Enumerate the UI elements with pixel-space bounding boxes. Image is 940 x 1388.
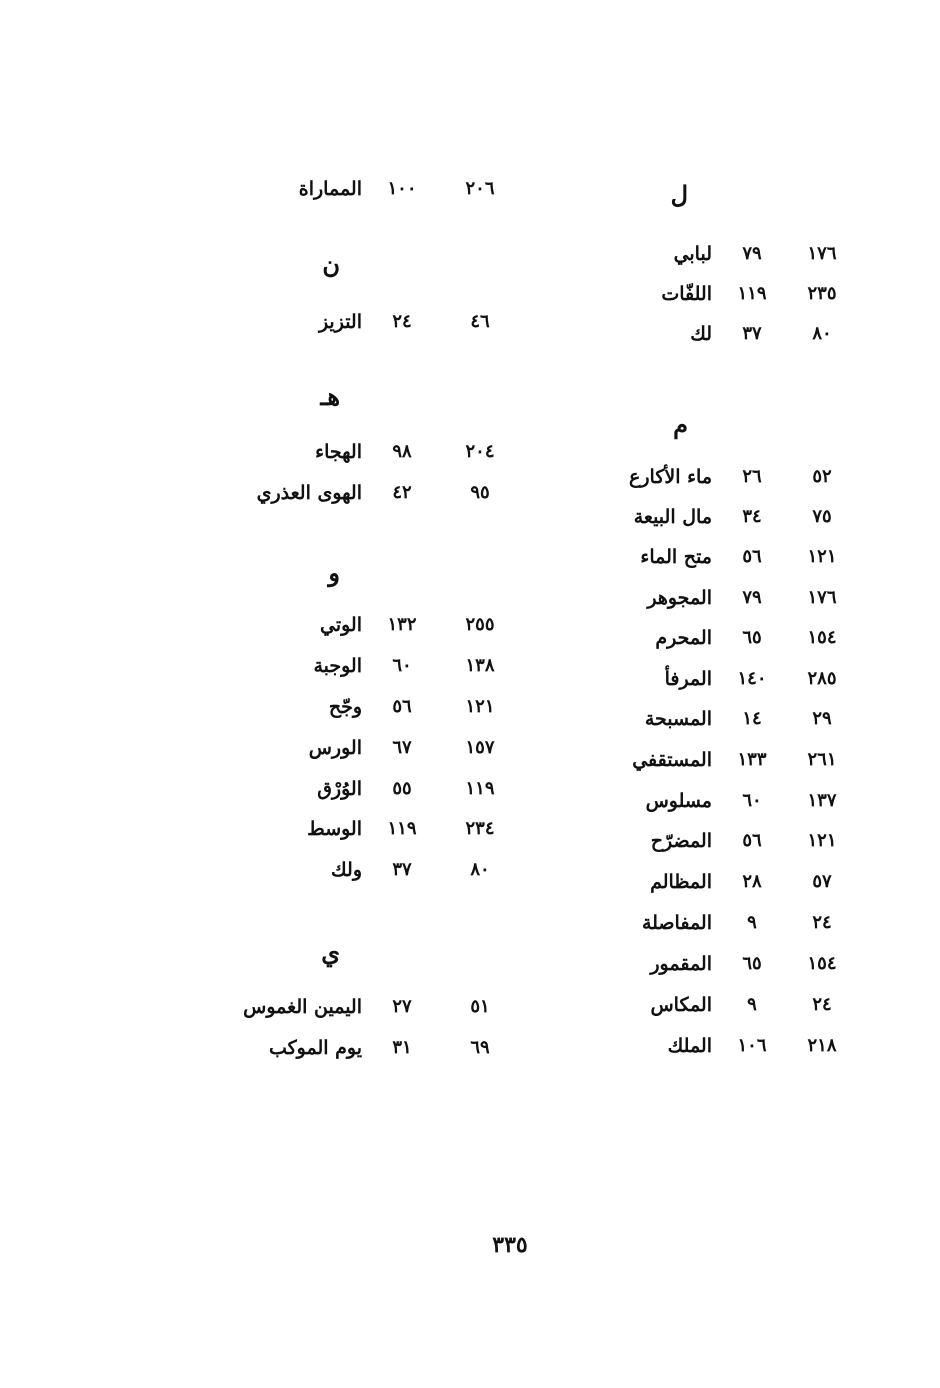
page-reference: ١٣٨ xyxy=(465,655,495,676)
rhyme-word: ولك xyxy=(331,859,362,881)
section-letter: و xyxy=(328,558,340,587)
page-reference: ٢٩ xyxy=(812,708,832,729)
rhyme-word: المفاصلة xyxy=(641,912,712,934)
poem-number: ١٠٦ xyxy=(737,1035,767,1056)
poem-number: ٧٩ xyxy=(742,243,762,264)
rhyme-word: المستقفي xyxy=(632,749,712,771)
index-entry xyxy=(240,311,510,347)
index-entry xyxy=(600,506,860,542)
index-entry xyxy=(600,283,860,319)
poem-number: ٥٦ xyxy=(392,696,412,717)
rhyme-word: المرفأ xyxy=(664,668,712,690)
section-letter: ي xyxy=(321,938,340,967)
poem-number: ٢٧ xyxy=(392,996,412,1017)
poem-number: ٣١ xyxy=(392,1037,412,1058)
index-entry xyxy=(240,441,510,477)
poem-number: ٦٧ xyxy=(392,737,412,758)
page-reference: ٢٤ xyxy=(812,912,832,933)
section-heading-ya xyxy=(240,938,510,974)
page-reference: ١٢١ xyxy=(465,696,495,717)
section-heading-mim xyxy=(600,410,860,446)
rhyme-word: مسلوس xyxy=(645,790,712,812)
poem-number: ٢٤ xyxy=(392,311,412,332)
index-entry xyxy=(240,859,510,895)
poem-number: ١٤٠ xyxy=(737,668,767,689)
page-reference: ٨٠ xyxy=(812,323,832,344)
page-reference: ١٢١ xyxy=(807,830,837,851)
index-entry xyxy=(240,178,510,214)
index-entry xyxy=(600,912,860,948)
rhyme-word: المكاس xyxy=(650,994,712,1016)
index-entry xyxy=(600,668,860,704)
poem-number: ٩٨ xyxy=(392,441,412,462)
section-letter: ن xyxy=(322,250,340,279)
page-reference: ٨٠ xyxy=(470,859,490,880)
page-reference: ١٧٦ xyxy=(807,587,837,608)
page-reference: ١٣٧ xyxy=(807,790,837,811)
index-entry xyxy=(600,708,860,744)
page-reference: ١٥٧ xyxy=(465,737,495,758)
index-entry xyxy=(240,996,510,1032)
page-reference: ١٧٦ xyxy=(807,243,837,264)
section-heading-nun xyxy=(240,250,510,286)
poem-number: ٦٥ xyxy=(742,627,762,648)
page-reference: ٢٣٥ xyxy=(807,283,837,304)
page-reference: ٢١٨ xyxy=(807,1035,837,1056)
rhyme-word: المحرم xyxy=(655,627,712,649)
index-entry xyxy=(240,737,510,773)
section-heading-waw xyxy=(240,558,510,594)
rhyme-word: المماراة xyxy=(298,178,362,200)
index-entry xyxy=(600,627,860,663)
index-entry xyxy=(600,243,860,279)
rhyme-word: المقمور xyxy=(650,953,712,975)
rhyme-word: يوم الموكب xyxy=(268,1037,362,1059)
page-reference: ١٢١ xyxy=(807,546,837,567)
rhyme-word: مال البيعة xyxy=(633,506,712,528)
poem-number: ٩ xyxy=(747,912,757,933)
page-reference: ٥٢ xyxy=(812,466,832,487)
poem-number: ٥٦ xyxy=(742,546,762,567)
poem-number: ١٤ xyxy=(742,708,762,729)
rhyme-word: الورس xyxy=(308,737,362,759)
poem-number: ١١٩ xyxy=(387,818,417,839)
index-entry xyxy=(240,614,510,650)
poem-number: ١٣٣ xyxy=(737,749,767,770)
page-reference: ٢٠٤ xyxy=(465,441,495,462)
poem-number: ٣٧ xyxy=(392,859,412,880)
rhyme-word: وجّح xyxy=(328,696,362,718)
page-reference: ٩٥ xyxy=(470,482,490,503)
poem-number: ٦٠ xyxy=(392,655,412,676)
page-reference: ٢٦١ xyxy=(807,749,837,770)
index-entry xyxy=(600,994,860,1030)
rhyme-word: المضرّح xyxy=(650,830,712,852)
index-entry xyxy=(600,830,860,866)
rhyme-word: التزيز xyxy=(318,311,362,333)
page-number: ٣٣٥ xyxy=(492,1232,528,1258)
page-reference: ٢٥٥ xyxy=(465,614,495,635)
page-reference: ١٥٤ xyxy=(807,627,837,648)
index-entry xyxy=(600,749,860,785)
poem-number: ٢٦ xyxy=(742,466,762,487)
section-letter: هـ xyxy=(320,382,340,411)
index-entry xyxy=(600,466,860,502)
poem-number: ٦٠ xyxy=(742,790,762,811)
rhyme-word: لبابي xyxy=(673,243,712,265)
poem-number: ١١٩ xyxy=(737,283,767,304)
poem-number: ١٠٠ xyxy=(387,178,417,199)
page-reference: ٢٨٥ xyxy=(807,668,837,689)
page-reference: ٧٥ xyxy=(812,506,832,527)
poem-number: ٣٧ xyxy=(742,323,762,344)
section-heading-lam xyxy=(600,180,860,216)
page-reference: ٢٤ xyxy=(812,994,832,1015)
section-letter: ل xyxy=(670,180,688,209)
section-heading-ha xyxy=(240,382,510,418)
rhyme-word: الوتي xyxy=(319,614,362,636)
page-reference: ٦٩ xyxy=(470,1037,490,1058)
poem-number: ٣٤ xyxy=(742,506,762,527)
index-entry xyxy=(240,696,510,732)
index-entry xyxy=(240,655,510,691)
page-reference: ١١٩ xyxy=(465,778,495,799)
page-reference: ٥٧ xyxy=(812,871,832,892)
page-reference: ٤٦ xyxy=(470,311,490,332)
poem-number: ٢٨ xyxy=(742,871,762,892)
rhyme-word: الوُرْق xyxy=(317,778,362,800)
rhyme-word: الهوى العذري xyxy=(256,482,362,504)
poem-number: ٥٥ xyxy=(392,778,412,799)
index-entry xyxy=(240,482,510,518)
rhyme-word: متح الماء xyxy=(640,546,712,568)
index-entry xyxy=(240,778,510,814)
rhyme-word: ماء الأكارع xyxy=(629,466,712,488)
poem-number: ٧٩ xyxy=(742,587,762,608)
poem-number: ٤٢ xyxy=(392,482,412,503)
poem-number: ٩ xyxy=(747,994,757,1015)
rhyme-word: الوجبة xyxy=(313,655,362,677)
index-entry xyxy=(240,818,510,854)
poem-number: ٦٥ xyxy=(742,953,762,974)
index-entry xyxy=(600,323,860,359)
rhyme-word: المظالم xyxy=(650,871,712,893)
rhyme-word: الهجاء xyxy=(315,441,362,463)
index-entry xyxy=(600,790,860,826)
rhyme-word: الوسط xyxy=(307,818,362,840)
index-entry xyxy=(600,587,860,623)
page-reference: ٢٣٤ xyxy=(465,818,495,839)
index-entry xyxy=(600,871,860,907)
rhyme-word: المسبحة xyxy=(644,708,712,730)
index-entry xyxy=(600,953,860,989)
page-reference: ١٥٤ xyxy=(807,953,837,974)
rhyme-word: المجوهر xyxy=(647,587,712,609)
index-entry xyxy=(240,1037,510,1073)
page-reference: ٥١ xyxy=(470,996,490,1017)
poem-number: ٥٦ xyxy=(742,830,762,851)
rhyme-word: اللفّات xyxy=(661,283,712,305)
rhyme-word: اليمين الغموس xyxy=(243,996,362,1018)
page-reference: ٢٠٦ xyxy=(465,178,495,199)
index-entry xyxy=(600,546,860,582)
rhyme-word: لك xyxy=(690,323,712,345)
section-letter: م xyxy=(673,410,688,439)
poem-number: ١٣٢ xyxy=(387,614,417,635)
index-entry xyxy=(600,1035,860,1071)
rhyme-word: الملك xyxy=(667,1035,712,1057)
